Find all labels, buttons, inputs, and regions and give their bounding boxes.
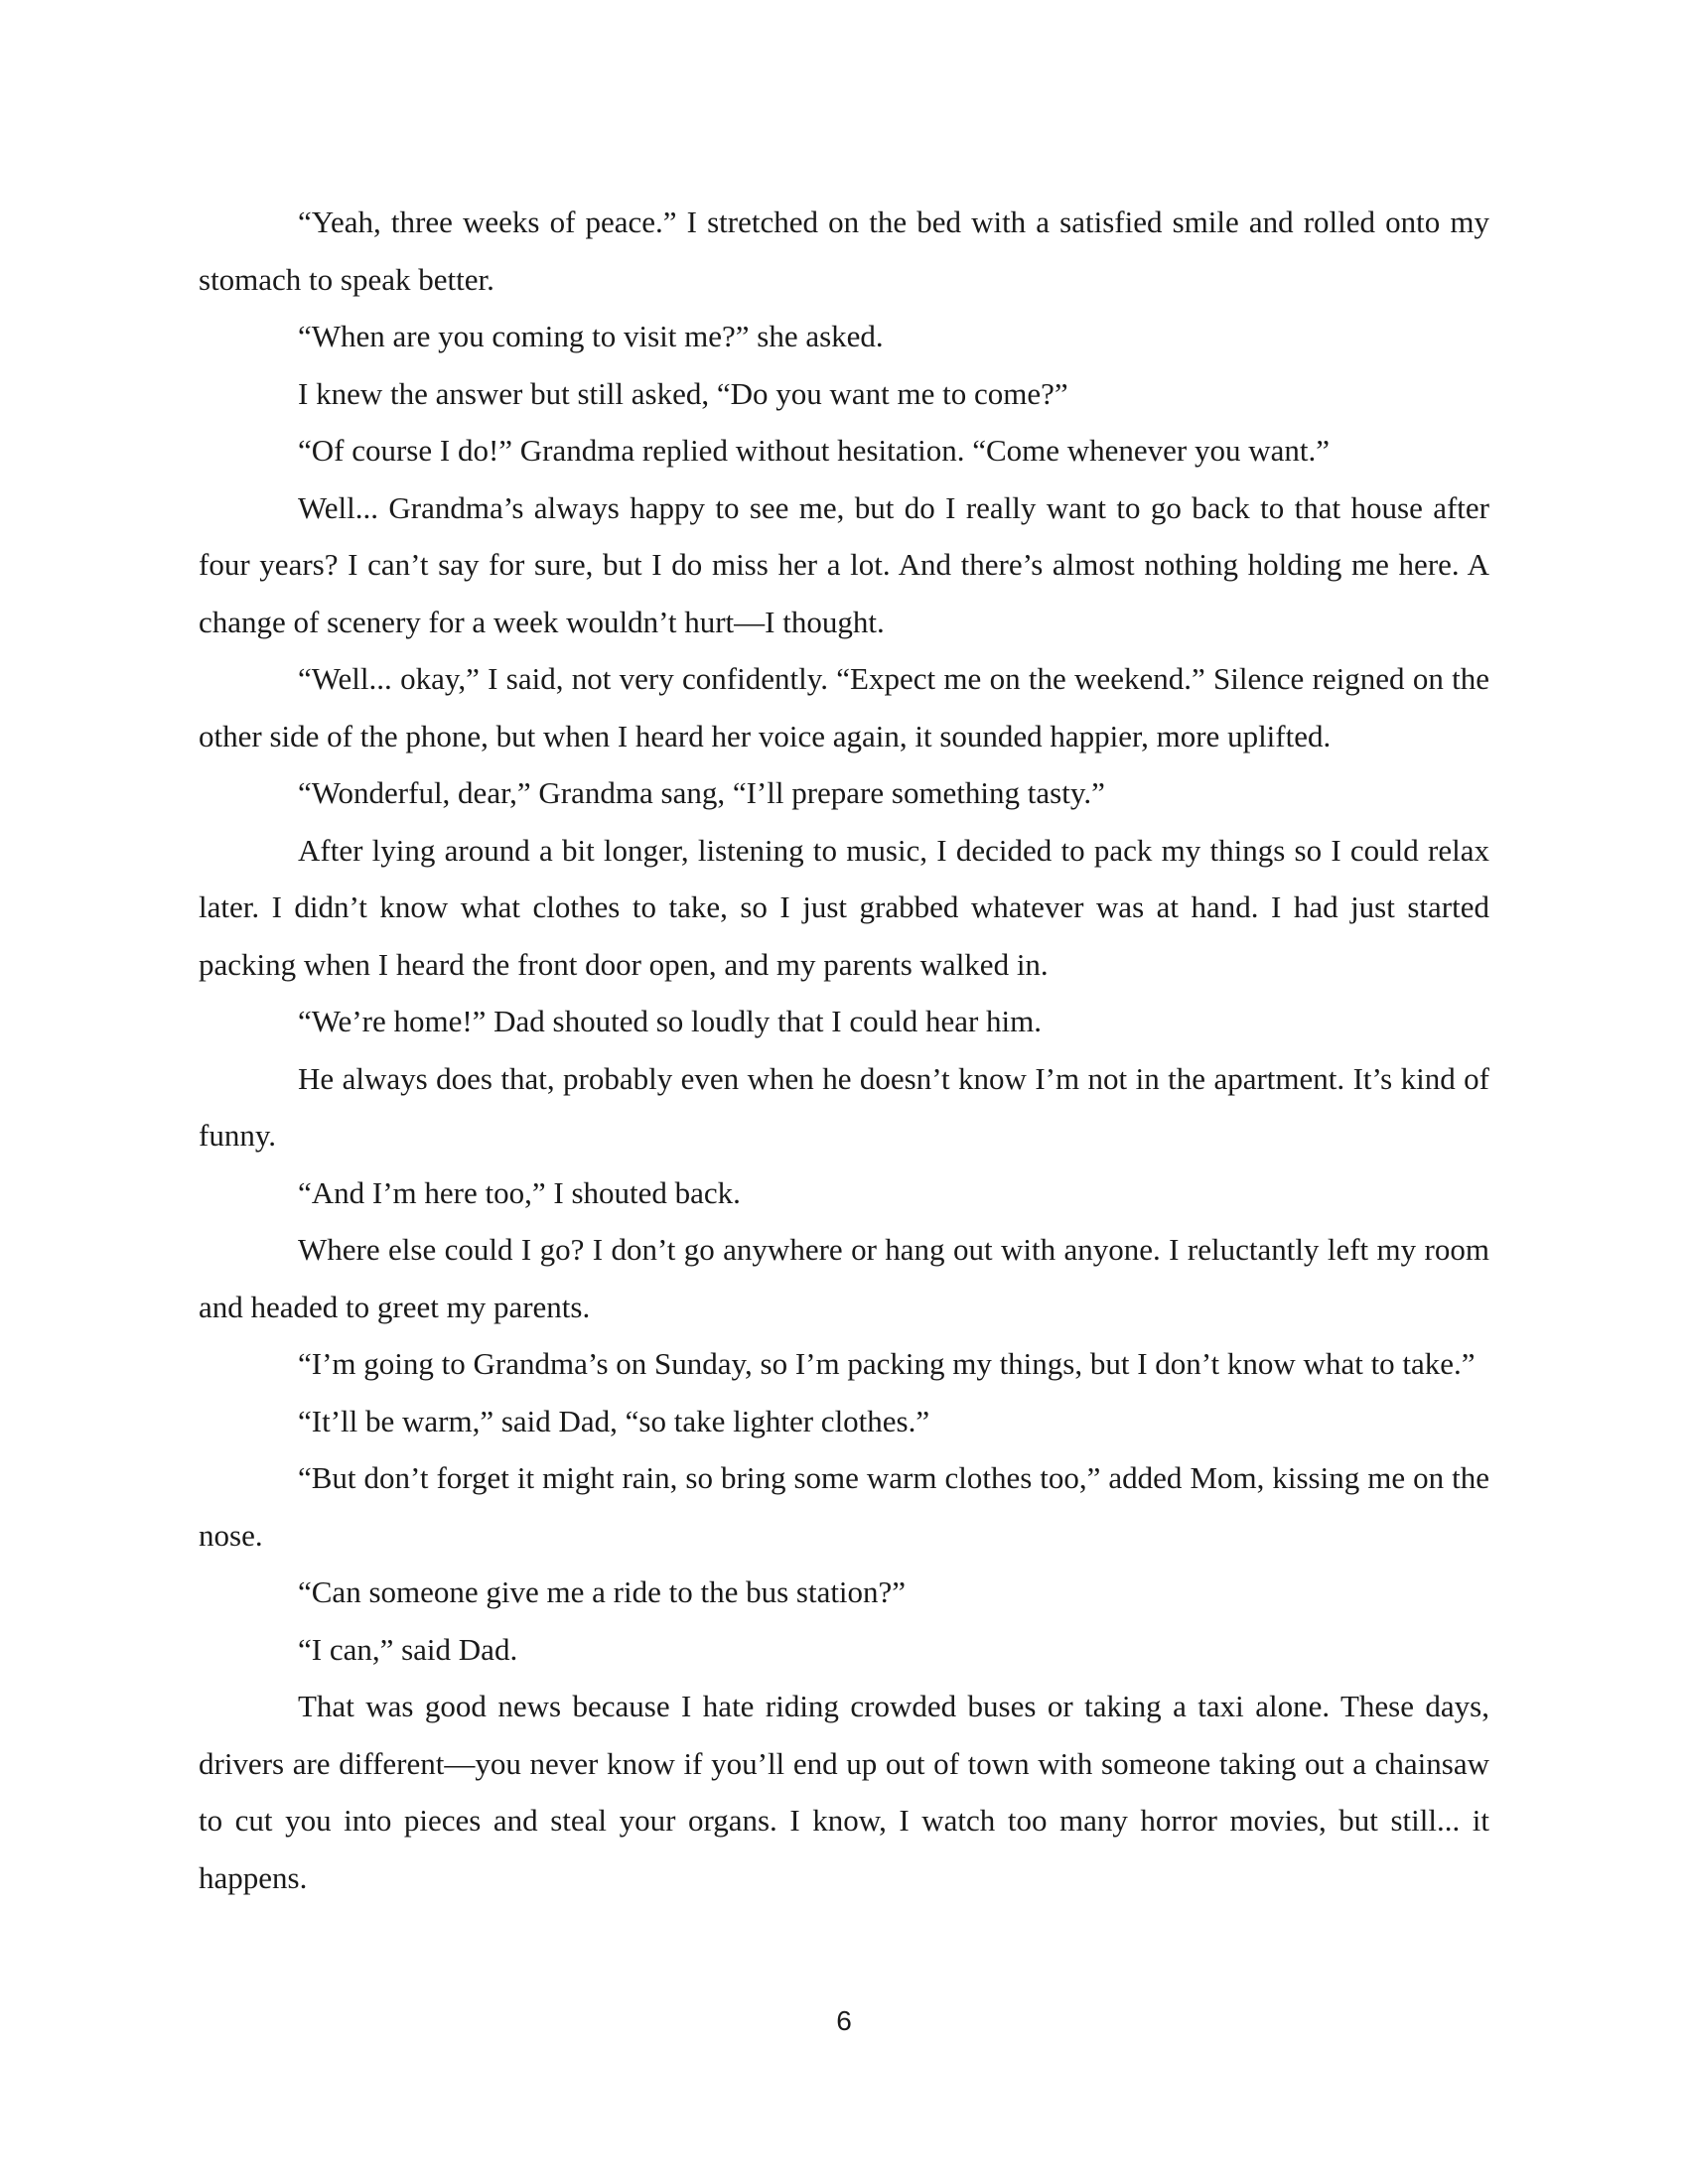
paragraph-8: After lying around a bit longer, listening to music, I decided to pack my things so I could relax later. I didn’t know what clothes to take, so I just grabbed whatever was at hand. I had just started packing when I heard the front door open, and my parents walked in. (199, 832, 1489, 982)
paragraph-12: Where else could I go? I don’t go anywhere or hang out with anyone. I reluctantly left my room and headed to greet my parents. (199, 1232, 1489, 1324)
paragraph-9: “We’re home!” Dad shouted so loudly that I could hear him. (298, 1004, 1043, 1038)
paragraph-14: “It’ll be warm,” said Dad, “so take lighter clothes.” (298, 1403, 930, 1438)
paragraph-15: “But don’t forget it might rain, so bring some warm clothes too,” added Mom, kissing me on the nose. (199, 1460, 1489, 1553)
paragraph-13: “I’m going to Grandma’s on Sunday, so I’m packing my things, but I don’t know what to take.” (298, 1346, 1476, 1381)
paragraph-18: That was good news because I hate riding crowded buses or taking a taxi alone. These days, drivers are different—you never know if you’ll end up out of town with someone taking out a chainsaw to cut you into pieces and steal your organs. I know, I watch too many horror movies, but still... it happens. (199, 1689, 1489, 1895)
paragraph-5: Well... Grandma’s always happy to see me, but do I really want to go back to that house after four years? I can’t say for sure, but I do miss her a lot. And there’s almost nothing holding me here. A change of scenery for a week wouldn’t hurt—I thought. (199, 489, 1489, 639)
paragraph-3: I knew the answer but still asked, “Do you want me to come?” (298, 375, 1068, 411)
paragraph-11: “And I’m here too,” I shouted back. (298, 1174, 741, 1210)
paragraph-7: “Wonderful, dear,” Grandma sang, “I’ll prepare something tasty.” (298, 775, 1105, 810)
paragraph-17: “I can,” said Dad. (298, 1631, 518, 1667)
paragraph-4: “Of course I do!” Grandma replied without hesitation. “Come whenever you want.” (298, 433, 1331, 468)
paragraph-6: “Well... okay,” I said, not very confidently. “Expect me on the weekend.” Silence reigned on the other side of the phone, but when I heard her voice again, it sounded happier, more uplifted. (199, 661, 1489, 753)
paragraph-1: “Yeah, three weeks of peace.” I stretched on the bed with a satisfied smile and rolled onto my stomach to speak better. (199, 205, 1489, 297)
paragraph-16: “Can someone give me a ride to the bus station?” (298, 1574, 907, 1609)
paragraph-10: He always does that, probably even when he doesn’t know I’m not in the apartment. It’s kind of funny. (199, 1060, 1489, 1153)
page-number: 6 (836, 2005, 852, 2036)
paragraph-2: “When are you coming to visit me?” she asked. (298, 319, 884, 353)
body-text (199, 194, 1489, 1906)
